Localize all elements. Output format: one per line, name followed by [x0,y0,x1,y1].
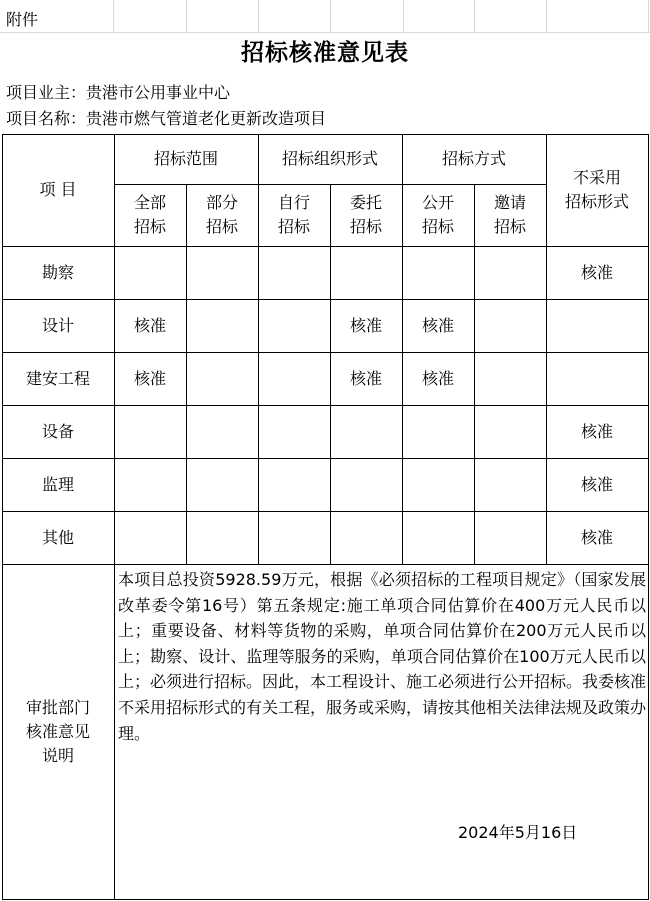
row-label: 其他 [41,527,74,547]
table-cell [474,299,546,352]
row-label: 设备 [41,421,74,441]
opinion-date: 2024年5月16日 [458,823,578,842]
sub-header: 公开 招标 [421,193,454,236]
table-cell [474,405,546,458]
table-cell [186,246,258,299]
table-cell [186,511,258,564]
table-border [648,134,649,900]
table-cell [258,299,330,352]
sub-header: 自行 招标 [277,193,310,236]
table-cell: 核准 [349,368,382,388]
project-owner: 项目业主：贵港市公用事业中心 [6,83,231,102]
table-cell: 核准 [580,474,613,494]
table-cell [186,352,258,405]
gridline [113,0,114,33]
opinion-label: 审批部门 核准意见 说明 [25,697,90,765]
opinion-text: 本项目总投资5928.59万元，根据《必须招标的工程项目规定》（国家发展改革委令第16号）第五条规定:施工单项合同估算价在400万元人民币以上；重要设备、材料等货物的采购，单项合同估算价在200万元人民币以上；勘察、设计、监理等服务的采购，单项合同估算价在100万元人民币以上；必须进行招标。因此，本工程设计、施工必须进行公开招标。我委核准不采用招标形式的有关工程，服务或采购，请按其他相关法律法规及政策办理。 [118,570,647,743]
table-cell: 核准 [580,421,613,441]
table-cell [186,405,258,458]
table-cell [474,458,546,511]
sub-header: 全部 招标 [133,193,166,236]
table-cell [258,352,330,405]
table-cell [474,352,546,405]
table-cell: 核准 [133,315,166,335]
table-cell [474,246,546,299]
item-header: 项 目 [39,180,77,199]
table-cell [114,458,186,511]
table-cell [546,352,648,405]
page-title: 招标核准意见表 [241,39,409,66]
table-cell [186,299,258,352]
table-cell: 核准 [580,262,613,282]
table-cell: 核准 [133,368,166,388]
table-cell: 核准 [580,527,613,547]
gridline [474,0,475,33]
sub-header: 委托 招标 [349,193,382,236]
table-cell [402,246,474,299]
gridline [330,0,331,33]
table-cell [402,405,474,458]
table-cell [258,458,330,511]
table-cell [114,246,186,299]
gridline [258,0,259,33]
row-label: 设计 [41,315,74,335]
row-label: 勘察 [41,262,74,282]
table-cell: 核准 [421,368,454,388]
sub-header: 邀请 招标 [493,193,526,236]
table-cell: 核准 [421,315,454,335]
table-cell [114,405,186,458]
table-cell [546,299,648,352]
sub-header: 部分 招标 [205,193,238,236]
table-cell [258,511,330,564]
group-header: 招标组织形式 [281,149,378,168]
group-header: 招标方式 [441,149,506,168]
gridline [546,0,547,33]
project-name: 项目名称：贵港市燃气管道老化更新改造项目 [6,109,327,128]
table-cell [330,511,402,564]
table-cell [186,458,258,511]
table-cell [330,405,402,458]
attachment-label: 附件 [6,10,39,29]
table-cell [402,511,474,564]
table-cell: 核准 [349,315,382,335]
table-cell [114,511,186,564]
table-cell [402,458,474,511]
table-cell [258,246,330,299]
gridline [0,32,650,33]
row-label: 监理 [41,474,74,494]
table-border [2,899,649,900]
no-bid-header: 不采用 招标形式 [564,168,629,211]
group-header: 招标范围 [153,149,218,168]
table-cell [474,511,546,564]
table-cell [330,458,402,511]
table-cell [258,405,330,458]
gridline [403,0,404,33]
table-cell [330,246,402,299]
row-label: 建安工程 [25,368,90,388]
gridline [186,0,187,33]
gridline [648,0,649,33]
